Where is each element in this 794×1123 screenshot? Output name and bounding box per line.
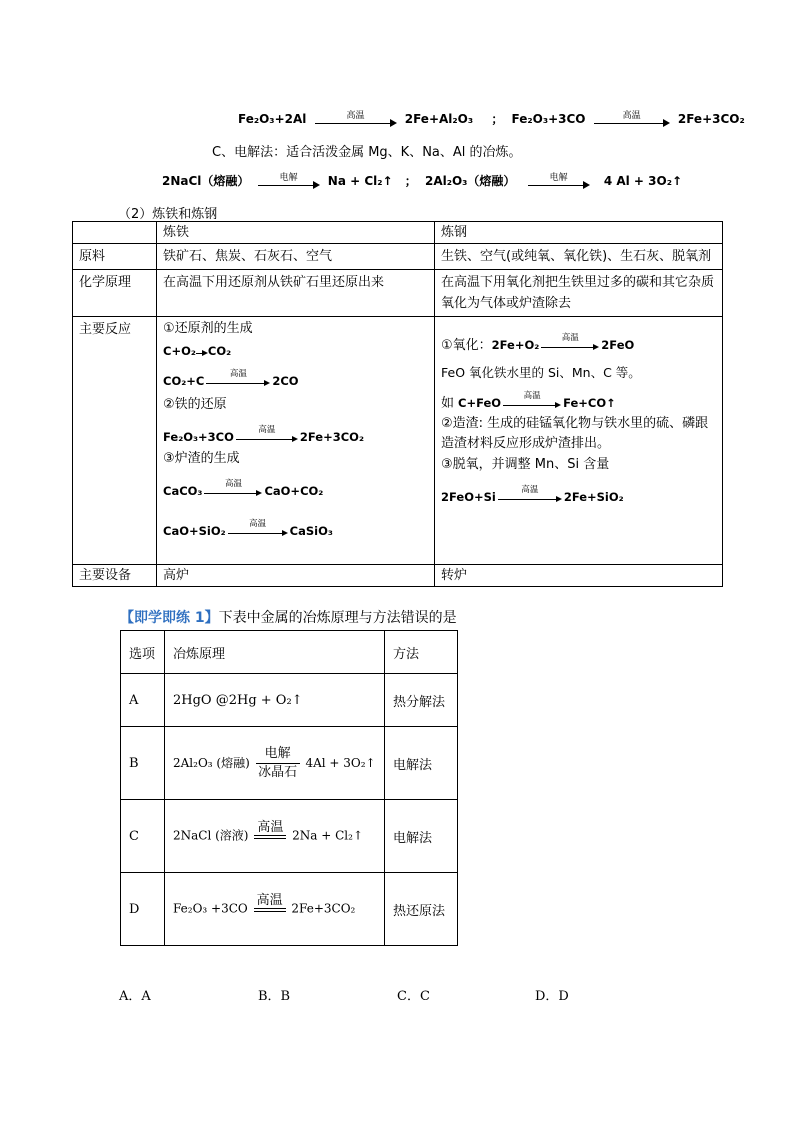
principle: 2NaCl (溶液) 高温 2Na + Cl₂↑ xyxy=(165,800,385,873)
cell-steel: 生铁、空气(或纯氧、氧化铁)、生石灰、脱氧剂 xyxy=(435,244,723,270)
table-row xyxy=(73,270,723,317)
answer-option-a[interactable]: A．A xyxy=(119,989,151,1004)
separator: ； xyxy=(404,174,417,188)
header-cell: 冶炼原理 xyxy=(165,631,385,674)
method: 电解法 xyxy=(385,800,458,873)
table-row xyxy=(121,800,458,873)
row-label: 原料 xyxy=(73,244,157,270)
table-row xyxy=(121,727,458,800)
equation: CaCO₃ 高温 CaO+CO₂ xyxy=(163,478,324,498)
reaction-arrow: 高温 xyxy=(503,397,561,411)
reaction-arrow: 高温 xyxy=(315,112,397,128)
method: 热还原法 xyxy=(385,873,458,946)
option-letter: B xyxy=(121,727,165,800)
principle: Fe₂O₃ +3CO 高温 2Fe+3CO₂ xyxy=(165,873,385,946)
steel-text: FeO 氧化铁水里的 Si、Mn、C 等。 xyxy=(441,365,641,380)
subheading: ①还原剂的生成 xyxy=(163,321,253,336)
eq-lhs: Fe₂O₃+3CO xyxy=(511,112,586,126)
row-label: 主要反应 xyxy=(73,317,157,565)
reaction-arrow: 高温 xyxy=(204,485,262,499)
equation-electrolysis xyxy=(162,172,682,190)
exercise-tag: 【即学即练 1】 xyxy=(120,610,219,626)
header-cell xyxy=(73,222,157,244)
row-label: 主要设备 xyxy=(73,565,157,587)
equation: 2FeO+Si 高温 2Fe+SiO₂ xyxy=(441,484,624,504)
reaction-arrow: 高温 xyxy=(498,491,562,505)
eq-lhs: 2NaCl（熔融） xyxy=(162,174,250,188)
eq-rhs: 2Fe+Al₂O₃ xyxy=(404,112,474,126)
header-cell: 炼铁 xyxy=(157,222,435,244)
iron-steel-table xyxy=(72,221,723,587)
question-text: 下表中金属的冶炼原理与方法错误的是 xyxy=(218,610,457,626)
table-row xyxy=(73,317,723,565)
option-letter: C xyxy=(121,800,165,873)
electrolysis-text: C、电解法：适合活泼金属 Mg、K、Na、Al 的冶炼。 xyxy=(212,145,522,160)
section-title: （2）炼铁和炼钢 xyxy=(118,207,218,222)
condition-stack: 高温 xyxy=(254,821,286,851)
reaction-arrow: 高温 xyxy=(236,431,298,445)
answer-option-c[interactable]: C．C xyxy=(397,989,430,1004)
reaction-arrow: 高温 xyxy=(206,375,270,389)
table-row xyxy=(73,565,723,587)
row-label: 化学原理 xyxy=(73,270,157,317)
eq-lhs: Fe₂O₃+2Al xyxy=(238,112,307,126)
header-cell: 选项 xyxy=(121,631,165,674)
option-letter: D xyxy=(121,873,165,946)
cell-iron: 高炉 xyxy=(157,565,435,587)
cell-steel: 在高温下用氧化剂把生铁里过多的碳和其它杂质氧化为气体或炉渣除去 xyxy=(435,270,723,317)
exercise-question xyxy=(120,607,457,627)
method: 热分解法 xyxy=(385,674,458,727)
answer-option-b[interactable]: B．B xyxy=(258,989,291,1004)
cell-steel: 转炉 xyxy=(435,565,723,587)
subheading: ②铁的还原 xyxy=(163,397,227,412)
cell-iron: 铁矿石、焦炭、石灰石、空气 xyxy=(157,244,435,270)
equation: Fe₂O₃+3CO 高温 2Fe+3CO₂ xyxy=(163,424,364,444)
method: 电解法 xyxy=(385,727,458,800)
table-header-row xyxy=(73,222,723,244)
condition-stack: 电解 冰晶石 xyxy=(256,747,300,780)
equation-thermite xyxy=(238,110,745,128)
steel-text: ③脱氧，并调整 Mn、Si 含量 xyxy=(441,457,610,472)
answer-option-d[interactable]: D．D xyxy=(535,989,569,1004)
equation: CO₂+C 高温 2CO xyxy=(163,368,299,388)
eq-rhs: 2Fe+3CO₂ xyxy=(677,112,745,126)
table-row xyxy=(121,873,458,946)
condition-stack: 高温 xyxy=(254,894,286,924)
reaction-arrow: 高温 xyxy=(594,112,670,128)
reaction-arrow xyxy=(196,345,208,359)
cell-iron-reactions xyxy=(157,317,435,565)
principle: 2Al₂O₃ (熔融) 电解 冰晶石 4Al + 3O₂↑ xyxy=(165,727,385,800)
eq-lhs: 2Al₂O₃（熔融） xyxy=(424,174,516,188)
header-cell: 炼钢 xyxy=(435,222,723,244)
cell-steel-reactions xyxy=(435,317,723,565)
principle: 2HgO @2Hg + O₂↑ xyxy=(165,674,385,727)
eq-rhs: 4 Al + 3O₂↑ xyxy=(603,174,683,188)
subheading: ③炉渣的生成 xyxy=(163,451,240,466)
reaction-arrow: 电解 xyxy=(258,174,320,190)
reaction-arrow: 高温 xyxy=(541,339,599,353)
equation: 如 C+FeO 高温 Fe+CO↑ xyxy=(441,390,616,411)
table-header-row xyxy=(121,631,458,674)
reaction-arrow: 高温 xyxy=(228,525,288,539)
cell-iron: 在高温下用还原剂从铁矿石里还原出来 xyxy=(157,270,435,317)
exercise-table xyxy=(120,630,458,946)
equation: C+O₂ CO₂ xyxy=(163,344,232,358)
eq-rhs: Na + Cl₂↑ xyxy=(327,174,393,188)
equation: ①氧化：2Fe+O₂ 高温 2FeO xyxy=(441,332,635,353)
table-row xyxy=(121,674,458,727)
steel-text: ②造渣: 生成的硅锰氧化物与铁水里的硫、磷跟造渣材料反应形成炉渣排出。 xyxy=(441,416,709,451)
reaction-arrow: 电解 xyxy=(528,174,590,190)
header-cell: 方法 xyxy=(385,631,458,674)
option-letter: A xyxy=(121,674,165,727)
table-row xyxy=(73,244,723,270)
equation: CaO+SiO₂ 高温 CaSiO₃ xyxy=(163,518,333,538)
separator: ； xyxy=(491,112,504,126)
